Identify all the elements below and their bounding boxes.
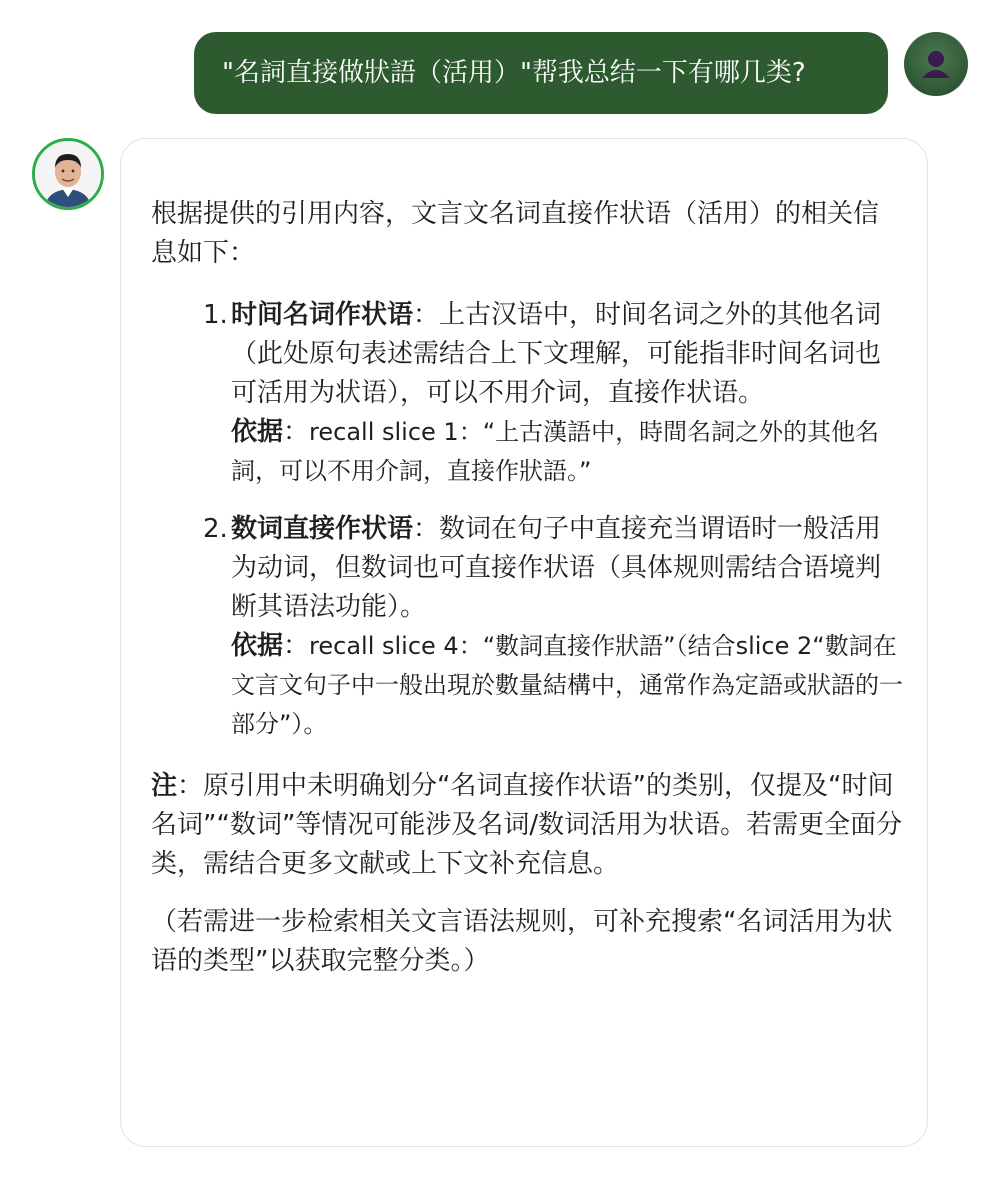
assistant-avatar[interactable] xyxy=(32,138,104,210)
list-item-number: 2. xyxy=(203,514,228,544)
list-item-colon: ： xyxy=(413,514,440,544)
list-item xyxy=(151,296,903,491)
list-item xyxy=(151,510,903,744)
assistant-message-body xyxy=(151,195,903,981)
user-avatar[interactable] xyxy=(904,32,968,96)
evidence-colon: ： xyxy=(283,631,310,661)
evidence-text: recall slice 1：“上古漢語中，時間名詞之外的其他名詞，可以不用介詞，直接作狀語。” xyxy=(231,418,880,485)
answer-intro: 根据提供的引用内容，文言文名词直接作状语（活用）的相关信息如下： xyxy=(151,199,880,268)
portrait-photo xyxy=(35,141,101,207)
answer-footer: （若需进一步检索相关文言语法规则，可补充搜索“名词活用为状语的类型”以获取完整分类。） xyxy=(151,907,893,976)
answer-list xyxy=(151,296,903,744)
evidence-label: 依据 xyxy=(231,417,284,447)
evidence-text: recall slice 4：“數詞直接作狀語”（结合slice 2“數詞在文言文句子中一般出現於數量結構中，通常作為定語或狀語的一部分”）。 xyxy=(231,632,903,738)
user-message-bubble xyxy=(194,32,888,114)
note-text: 原引用中未明确划分“名词直接作状语”的类别，仅提及“时间名词”“数词”等情况可能涉及名词/数词活用为状语。若需更全面分类，需结合更多文献或上下文补充信息。 xyxy=(151,771,903,879)
list-item-title: 时间名词作状语 xyxy=(231,300,414,330)
person-silhouette-icon xyxy=(904,32,968,96)
evidence-label: 依据 xyxy=(231,631,284,661)
list-item-number: 1. xyxy=(203,300,228,330)
answer-note xyxy=(151,767,903,884)
list-item-title: 数词直接作状语 xyxy=(231,514,414,544)
user-message-text: "名詞直接做狀語（活用）"帮我总结一下有哪几类? xyxy=(222,58,806,88)
note-colon: ： xyxy=(177,771,204,801)
note-label: 注 xyxy=(151,771,178,801)
user-message-row xyxy=(194,32,969,114)
list-item-body: 数词在句子中直接充当谓语时一般活用为动词，但数词也可直接作状语（具体规则需结合语境判断其语法功能）。 xyxy=(231,514,882,622)
evidence-colon: ： xyxy=(283,417,310,447)
list-item-colon: ： xyxy=(413,300,440,330)
list-item-body: 上古汉语中，时间名词之外的其他名词（此处原句表述需结合上下文理解，可能指非时间名词也可活用为状语），可以不用介词，直接作状语。 xyxy=(231,300,882,408)
assistant-message-card xyxy=(120,138,928,1147)
